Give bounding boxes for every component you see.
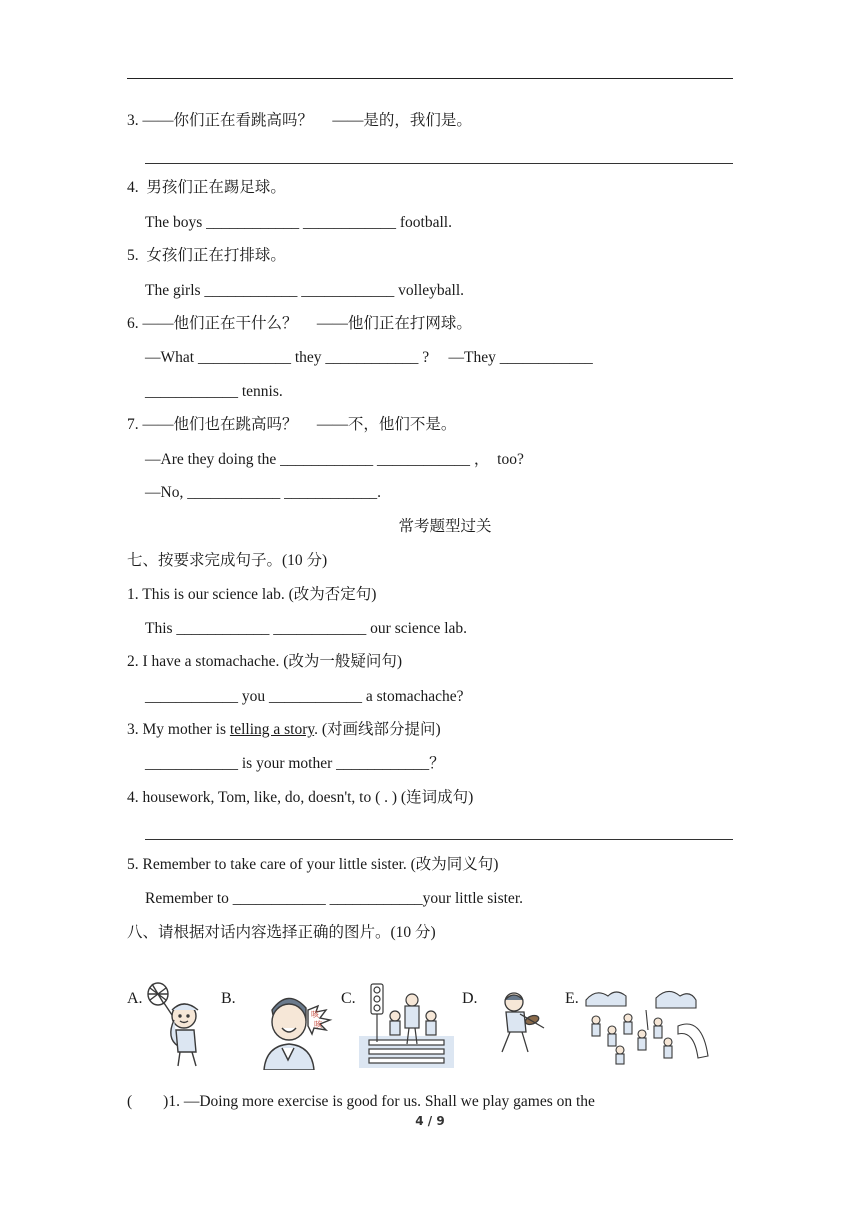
sec7-item1-question: 1. This is our science lab. (改为否定句) [127,586,377,603]
q7-sentence-2: —No, ____________ ____________. [145,484,381,501]
sec7-item2-answer: ____________ you ____________ a stomachache? [145,688,464,705]
item3-pre: 3. My mother is [127,721,230,738]
page-number: 4 / 9 [415,1114,445,1128]
bubble-text-1: 咳 [311,1010,319,1019]
header-rule [127,78,733,79]
q6-sentence-1: —What ____________ they ____________ ? —They ____________ [145,349,593,366]
option-d-label: D. [462,990,478,1007]
sec8-q1: ( )1. —Doing more exercise is good for us. Shall we play games on the [127,1093,595,1110]
crossing-street-picture [359,982,454,1068]
q6-sentence-2: ____________ tennis. [145,383,283,400]
q6-prompt: 6. ——他们正在干什么？ ——他们正在打网球。 [127,315,472,332]
q4-sentence: The boys ____________ ____________ football. [145,214,452,231]
tennis-girl-picture [144,980,216,1070]
sec7-item1-answer: This ____________ ____________ our science lab. [145,620,468,637]
sec7-item3-question [127,720,441,740]
option-a-label: A. [127,990,143,1007]
q4-prompt: 4. 男孩们正在踢足球。 [127,179,286,196]
q7-sentence-1: —Are they doing the ____________ ____________ ， too? [145,451,524,468]
q5-prompt: 5. 女孩们正在打排球。 [127,247,286,264]
q5-sentence: The girls ____________ ____________ volleyball. [145,282,465,299]
violin-boy-picture [496,990,548,1056]
bubble-text-2: 咳 [314,1020,322,1029]
coughing-boy-picture [258,990,338,1070]
section-heading: 常考题型过关 [398,518,492,535]
item3-underlined-phrase: telling a story [229,721,315,738]
sec7-item4-answer-line [145,839,733,840]
sec7-item4-question: 4. housework, Tom, like, do, doesn't, to ( . ) (连词成句) [127,789,474,806]
option-c-label: C. [341,990,356,1007]
option-b-label: B. [221,990,236,1007]
q3-answer-line [145,163,733,164]
sec7-item5-answer: Remember to ____________ ____________your little sister. [145,890,523,907]
sec7-item5-question: 5. Remember to take care of your little sister. (改为同义句) [127,856,499,873]
sec7-title: 七、按要求完成句子。(10 分) [127,552,328,569]
q3-prompt: 3. ——你们正在看跳高吗？ ——是的，我们是。 [127,112,472,129]
sec7-item3-answer: ____________ is your mother ____________？ [145,755,445,772]
option-e-label: E. [565,990,579,1007]
item3-post: . (对画线部分提问) [314,721,441,738]
q7-prompt: 7. ——他们也在跳高吗？ ——不，他们不是。 [127,416,457,433]
sec8-title: 八、请根据对话内容选择正确的图片。(10 分) [127,924,436,941]
sec7-item2-question: 2. I have a stomachache. (改为一般疑问句) [127,653,403,670]
playground-picture [582,986,710,1066]
